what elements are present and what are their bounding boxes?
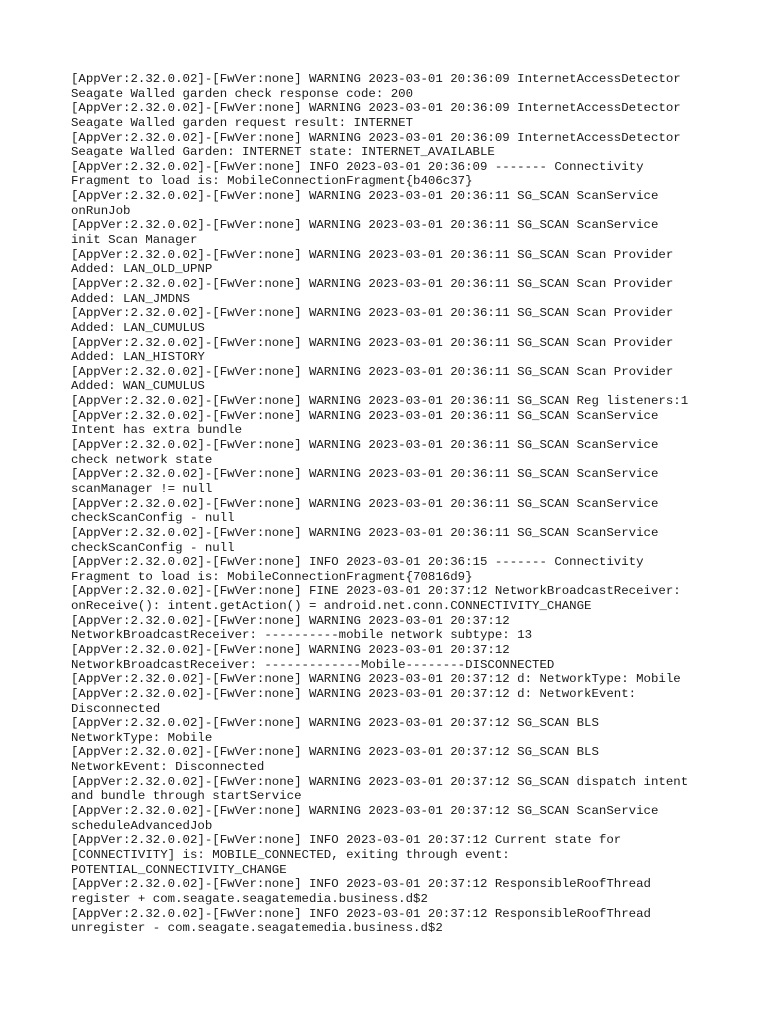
log-line: NetworkEvent: Disconnected xyxy=(71,760,265,775)
log-line: Seagate Walled garden request result: INTERNET xyxy=(71,115,414,130)
log-line: Fragment to load is: MobileConnectionFragment{70816d9} xyxy=(71,569,473,584)
log-line: Added: WAN_CUMULUS xyxy=(71,379,205,394)
log-line: Added: LAN_OLD_UPNP xyxy=(71,262,213,277)
log-line: [AppVer:2.32.0.02]-[FwVer:none] WARNING 2023-03-01 20:36:09 InternetAccessDetector xyxy=(71,72,681,86)
log-line: [AppVer:2.32.0.02]-[FwVer:none] INFO 2023-03-01 20:37:12 ResponsibleRoofThread xyxy=(71,877,651,892)
log-line: Added: LAN_CUMULUS xyxy=(71,320,205,335)
log-line: onReceive(): intent.getAction() = android.net.conn.CONNECTIVITY_CHANGE xyxy=(71,599,592,614)
log-line: and bundle through startService xyxy=(71,789,302,804)
log-line: unregister - com.seagate.seagatemedia.business.d$2 xyxy=(71,921,443,936)
log-line: [AppVer:2.32.0.02]-[FwVer:none] WARNING 2023-03-01 20:37:12 xyxy=(71,642,510,657)
log-line: [AppVer:2.32.0.02]-[FwVer:none] WARNING 2023-03-01 20:37:12 SG_SCAN ScanService xyxy=(71,804,659,819)
log-line: [AppVer:2.32.0.02]-[FwVer:none] WARNING 2023-03-01 20:36:11 SG_SCAN ScanService xyxy=(71,438,659,453)
log-line: [AppVer:2.32.0.02]-[FwVer:none] WARNING 2023-03-01 20:36:11 SG_SCAN Scan Provider xyxy=(71,247,674,262)
log-line: Seagate Walled garden check response code: 200 xyxy=(71,86,414,101)
log-line: init Scan Manager xyxy=(71,233,198,248)
log-text-block xyxy=(71,72,751,936)
log-line: [AppVer:2.32.0.02]-[FwVer:none] INFO 2023-03-01 20:36:09 ------- Connectivity xyxy=(71,159,644,174)
log-line: onRunJob xyxy=(71,203,131,218)
log-line: [AppVer:2.32.0.02]-[FwVer:none] WARNING 2023-03-01 20:37:12 d: NetworkType: Mobile xyxy=(71,672,681,687)
log-line: [AppVer:2.32.0.02]-[FwVer:none] WARNING 2023-03-01 20:37:12 SG_SCAN BLS xyxy=(71,716,599,731)
log-line: [AppVer:2.32.0.02]-[FwVer:none] WARNING 2023-03-01 20:37:12 SG_SCAN BLS xyxy=(71,745,599,760)
log-line: [AppVer:2.32.0.02]-[FwVer:none] WARNING 2023-03-01 20:36:11 SG_SCAN Scan Provider xyxy=(71,306,674,321)
log-line: [AppVer:2.32.0.02]-[FwVer:none] WARNING 2023-03-01 20:36:09 InternetAccessDetector xyxy=(71,101,681,116)
log-line: NetworkBroadcastReceiver: -------------Mobile--------DISCONNECTED xyxy=(71,657,555,672)
log-line: Fragment to load is: MobileConnectionFragment{b406c37} xyxy=(71,174,473,189)
log-line: [AppVer:2.32.0.02]-[FwVer:none] FINE 2023-03-01 20:37:12 NetworkBroadcastReceiver: xyxy=(71,584,681,599)
log-line: [AppVer:2.32.0.02]-[FwVer:none] WARNING 2023-03-01 20:36:11 SG_SCAN ScanService xyxy=(71,408,659,423)
log-line: POTENTIAL_CONNECTIVITY_CHANGE xyxy=(71,862,287,877)
log-line: [AppVer:2.32.0.02]-[FwVer:none] WARNING 2023-03-01 20:37:12 xyxy=(71,613,510,628)
log-line: [AppVer:2.32.0.02]-[FwVer:none] WARNING 2023-03-01 20:37:12 d: NetworkEvent: xyxy=(71,686,637,701)
log-line: Seagate Walled Garden: INTERNET state: INTERNET_AVAILABLE xyxy=(71,145,495,160)
log-line: [AppVer:2.32.0.02]-[FwVer:none] WARNING 2023-03-01 20:36:11 SG_SCAN ScanService xyxy=(71,525,659,540)
log-line: [AppVer:2.32.0.02]-[FwVer:none] WARNING 2023-03-01 20:36:11 SG_SCAN Scan Provider xyxy=(71,364,674,379)
log-line: checkScanConfig - null xyxy=(71,540,235,555)
log-line: NetworkBroadcastReceiver: ----------mobile network subtype: 13 xyxy=(71,628,533,643)
log-line: checkScanConfig - null xyxy=(71,511,235,526)
log-line: [AppVer:2.32.0.02]-[FwVer:none] INFO 2023-03-01 20:36:15 ------- Connectivity xyxy=(71,555,644,570)
log-line: Added: LAN_JMDNS xyxy=(71,291,190,306)
log-line: Disconnected xyxy=(71,701,161,716)
log-line: [AppVer:2.32.0.02]-[FwVer:none] WARNING 2023-03-01 20:36:11 SG_SCAN Reg listeners:1 xyxy=(71,394,689,409)
log-line: check network state xyxy=(71,452,213,467)
log-line: [AppVer:2.32.0.02]-[FwVer:none] WARNING 2023-03-01 20:37:12 SG_SCAN dispatch intent xyxy=(71,774,689,789)
log-line: [AppVer:2.32.0.02]-[FwVer:none] WARNING 2023-03-01 20:36:11 SG_SCAN ScanService xyxy=(71,467,659,482)
log-line: [AppVer:2.32.0.02]-[FwVer:none] INFO 2023-03-01 20:37:12 Current state for xyxy=(71,833,622,848)
log-line: [AppVer:2.32.0.02]-[FwVer:none] WARNING 2023-03-01 20:36:11 SG_SCAN ScanService xyxy=(71,189,659,204)
log-line: [AppVer:2.32.0.02]-[FwVer:none] WARNING 2023-03-01 20:36:11 SG_SCAN ScanService xyxy=(71,218,659,233)
log-line: [CONNECTIVITY] is: MOBILE_CONNECTED, exiting through event: xyxy=(71,847,510,862)
log-line: [AppVer:2.32.0.02]-[FwVer:none] WARNING 2023-03-01 20:36:11 SG_SCAN Scan Provider xyxy=(71,276,674,291)
log-line: register + com.seagate.seagatemedia.business.d$2 xyxy=(71,891,428,906)
log-line: scheduleAdvancedJob xyxy=(71,818,213,833)
log-line: scanManager != null xyxy=(71,481,213,496)
log-line: Added: LAN_HISTORY xyxy=(71,350,205,365)
log-line: NetworkType: Mobile xyxy=(71,730,213,745)
log-line: [AppVer:2.32.0.02]-[FwVer:none] WARNING 2023-03-01 20:36:11 SG_SCAN Scan Provider xyxy=(71,335,674,350)
log-line: [AppVer:2.32.0.02]-[FwVer:none] INFO 2023-03-01 20:37:12 ResponsibleRoofThread xyxy=(71,906,651,921)
log-line: Intent has extra bundle xyxy=(71,423,243,438)
log-line: [AppVer:2.32.0.02]-[FwVer:none] WARNING 2023-03-01 20:36:11 SG_SCAN ScanService xyxy=(71,496,659,511)
log-line: [AppVer:2.32.0.02]-[FwVer:none] WARNING 2023-03-01 20:36:09 InternetAccessDetector xyxy=(71,130,681,145)
